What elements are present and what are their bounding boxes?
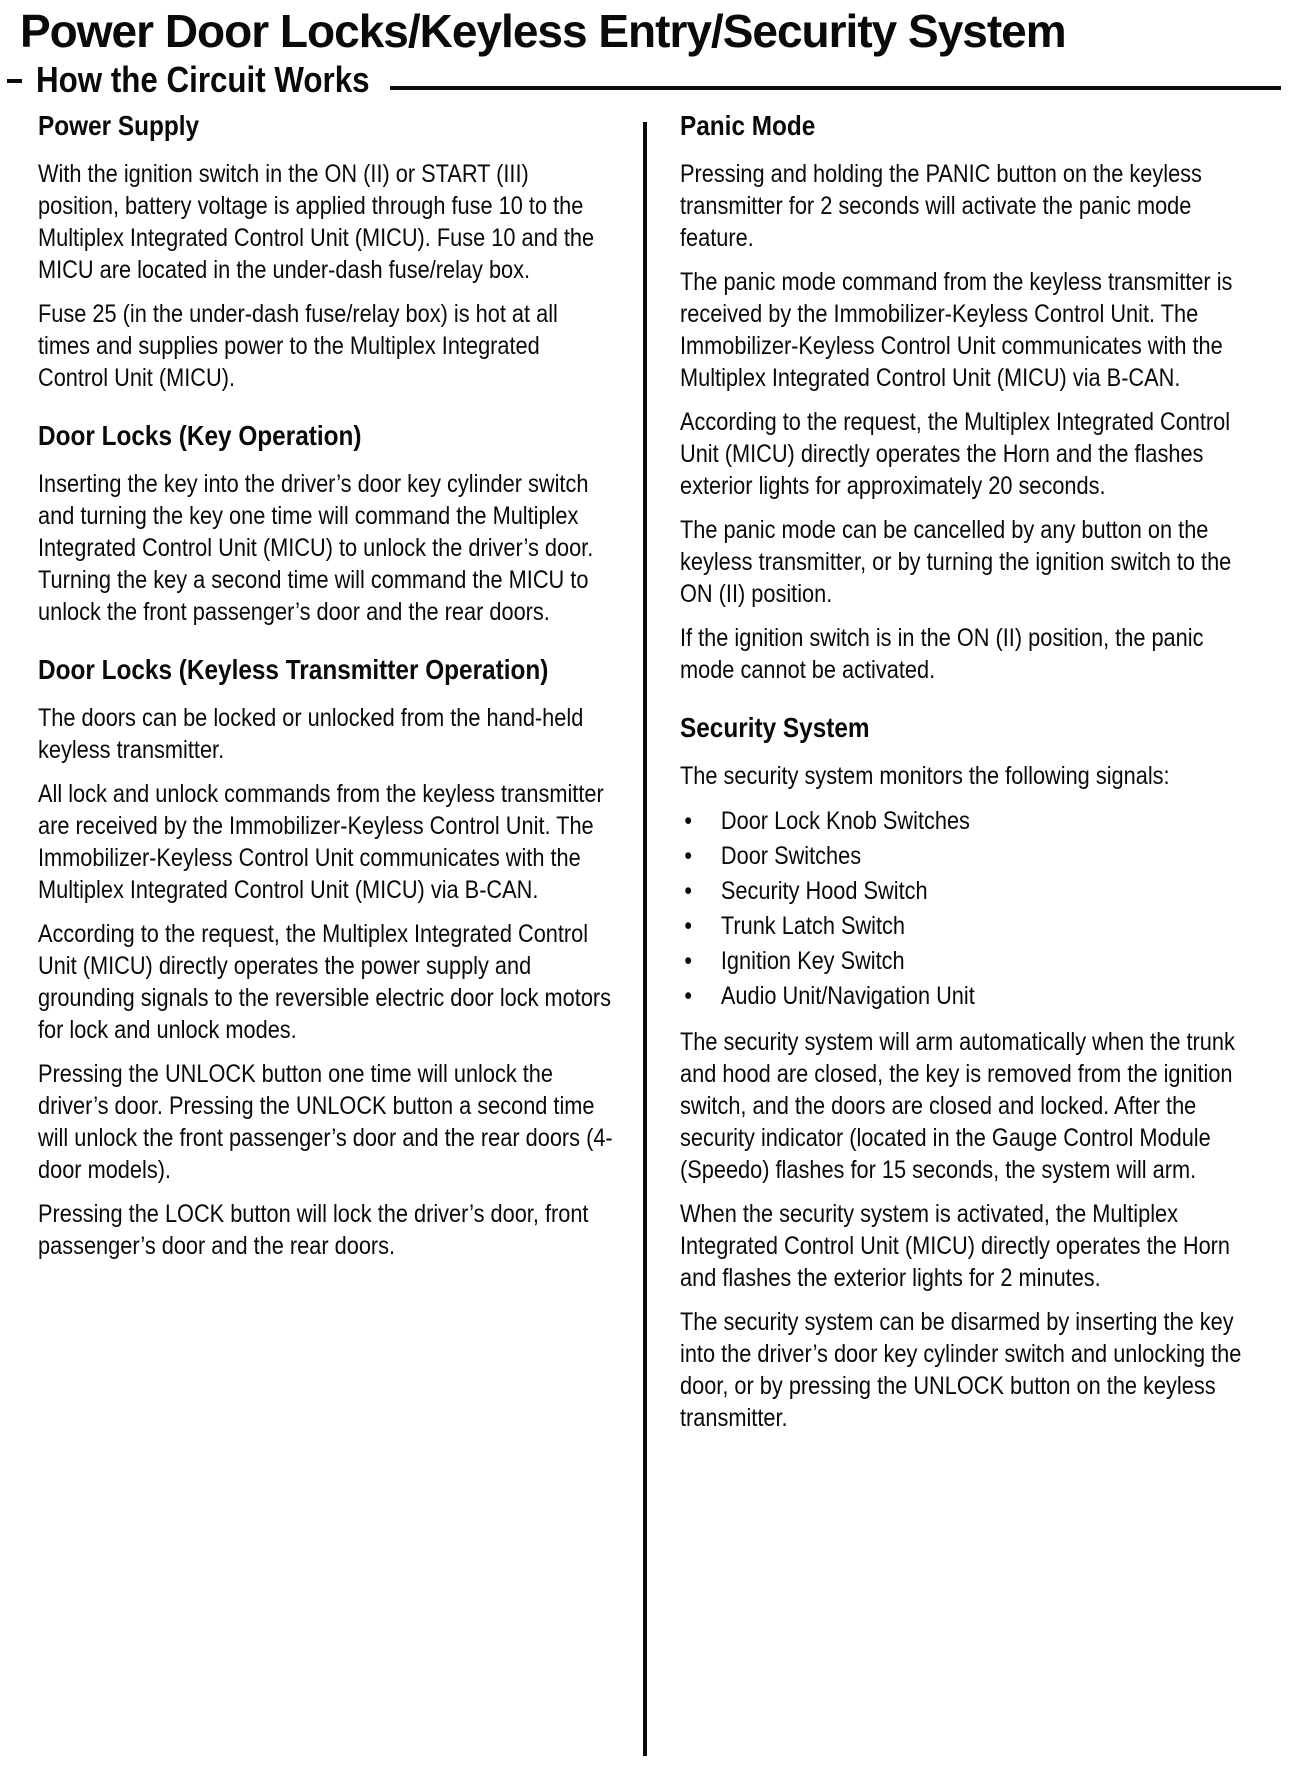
heading-door-locks-keyless-transmitter-operation: Door Locks (Keyless Transmitter Operation) bbox=[38, 654, 549, 685]
section-rule-line bbox=[390, 86, 1281, 90]
list-item-label: Ignition Key Switch bbox=[720, 947, 905, 975]
paragraph: The security system monitors the following signals: bbox=[680, 762, 1170, 790]
left-column bbox=[38, 108, 614, 1274]
list-item bbox=[680, 909, 1256, 944]
list-item-label: Door Lock Knob Switches bbox=[720, 807, 970, 835]
paragraph: If the ignition switch is in the ON (II) position, the panic mode cannot be activated. bbox=[680, 624, 1204, 684]
paragraph: The doors can be locked or unlocked from the hand-held keyless transmitter. bbox=[38, 704, 584, 764]
bullet-icon: • bbox=[684, 912, 692, 940]
heading-power-supply: Power Supply bbox=[38, 110, 200, 141]
paragraph: Pressing and holding the PANIC button on the keyless transmitter for 2 seconds will activate the panic mode feature. bbox=[680, 160, 1202, 252]
paragraph: Inserting the key into the driver’s door key cylinder switch and turning the key one time will command the Multiplex Integrated Control Unit (MICU) to unlock the driver’s door. Turning the key a second time will command the MICU to unlock the front passenger’s door and the rear doors. bbox=[38, 470, 594, 626]
list-item-label: Security Hood Switch bbox=[720, 877, 928, 905]
paragraph: The security system can be disarmed by inserting the key into the driver’s door key cylinder switch and unlocking the door, or by pressing the UNLOCK button on the keyless transmitter. bbox=[680, 1308, 1242, 1432]
security-signal-list bbox=[680, 804, 1256, 1014]
paragraph: When the security system is activated, the Multiplex Integrated Control Unit (MICU) directly operates the Horn and flashes the exterior lights for 2 minutes. bbox=[680, 1200, 1231, 1292]
paragraph: The security system will arm automatically when the trunk and hood are closed, the key is removed from the ignition switch, and the doors are closed and locked. After the security indicator (located in the Gauge Control Module (Speedo) flashes for 15 seconds, the system will arm. bbox=[680, 1028, 1235, 1184]
list-item bbox=[680, 944, 1256, 979]
paragraph: Fuse 25 (in the under-dash fuse/relay box) is hot at all times and supplies power to the Multiplex Integrated Control Unit (MICU). bbox=[38, 300, 558, 392]
paragraph: With the ignition switch in the ON (II) or START (III) position, battery voltage is applied through fuse 10 to the Multiplex Integrated Control Unit (MICU). Fuse 10 and the MICU are located in the under-dash fuse/relay box. bbox=[38, 160, 595, 284]
heading-security-system: Security System bbox=[680, 712, 870, 743]
page-title: Power Door Locks/Keyless Entry/Security System bbox=[20, 5, 1066, 57]
paragraph: Pressing the LOCK button will lock the driver’s door, front passenger’s door and the rear doors. bbox=[38, 1200, 589, 1260]
bullet-icon: • bbox=[684, 947, 692, 975]
bullet-icon: • bbox=[684, 877, 692, 905]
right-column bbox=[680, 108, 1256, 1446]
heading-door-locks-key-operation: Door Locks (Key Operation) bbox=[38, 420, 362, 451]
list-item bbox=[680, 979, 1256, 1014]
paragraph: All lock and unlock commands from the keyless transmitter are received by the Immobilizer-Keyless Control Unit. The Immobilizer-Keyless Control Unit communicates with the Multiplex Integrated Control Unit (MICU) via B-CAN. bbox=[38, 780, 604, 904]
paragraph: According to the request, the Multiplex Integrated Control Unit (MICU) directly operates the power supply and grounding signals to the reversible electric door lock motors for lock and unlock modes. bbox=[38, 920, 612, 1044]
list-item-label: Audio Unit/Navigation Unit bbox=[720, 982, 975, 1010]
bullet-icon: • bbox=[684, 982, 692, 1010]
section-header bbox=[7, 60, 419, 100]
heading-panic-mode: Panic Mode bbox=[680, 110, 816, 141]
paragraph: The panic mode command from the keyless transmitter is received by the Immobilizer-Keyless Control Unit. The Immobilizer-Keyless Control Unit communicates with the Multiplex Integrated Control Unit (MICU) via B-CAN. bbox=[680, 268, 1233, 392]
section-title: How the Circuit Works bbox=[36, 59, 370, 100]
paragraph: According to the request, the Multiplex Integrated Control Unit (MICU) directly operates the Horn and the flashes exterior lights for approximately 20 seconds. bbox=[680, 408, 1231, 500]
section-dash-mark bbox=[7, 79, 22, 83]
bullet-icon: • bbox=[684, 842, 692, 870]
list-item bbox=[680, 839, 1256, 874]
column-divider-line bbox=[643, 122, 647, 1756]
list-item bbox=[680, 874, 1256, 909]
paragraph: Pressing the UNLOCK button one time will unlock the driver’s door. Pressing the UNLOCK button a second time will unlock the front passenger’s door and the rear doors (4-door models). bbox=[38, 1060, 613, 1184]
list-item-label: Door Switches bbox=[720, 842, 862, 870]
bullet-icon: • bbox=[684, 807, 692, 835]
paragraph: The panic mode can be cancelled by any button on the keyless transmitter, or by turning the ignition switch to the ON (II) position. bbox=[680, 516, 1232, 608]
list-item bbox=[680, 804, 1256, 839]
list-item-label: Trunk Latch Switch bbox=[720, 912, 906, 940]
